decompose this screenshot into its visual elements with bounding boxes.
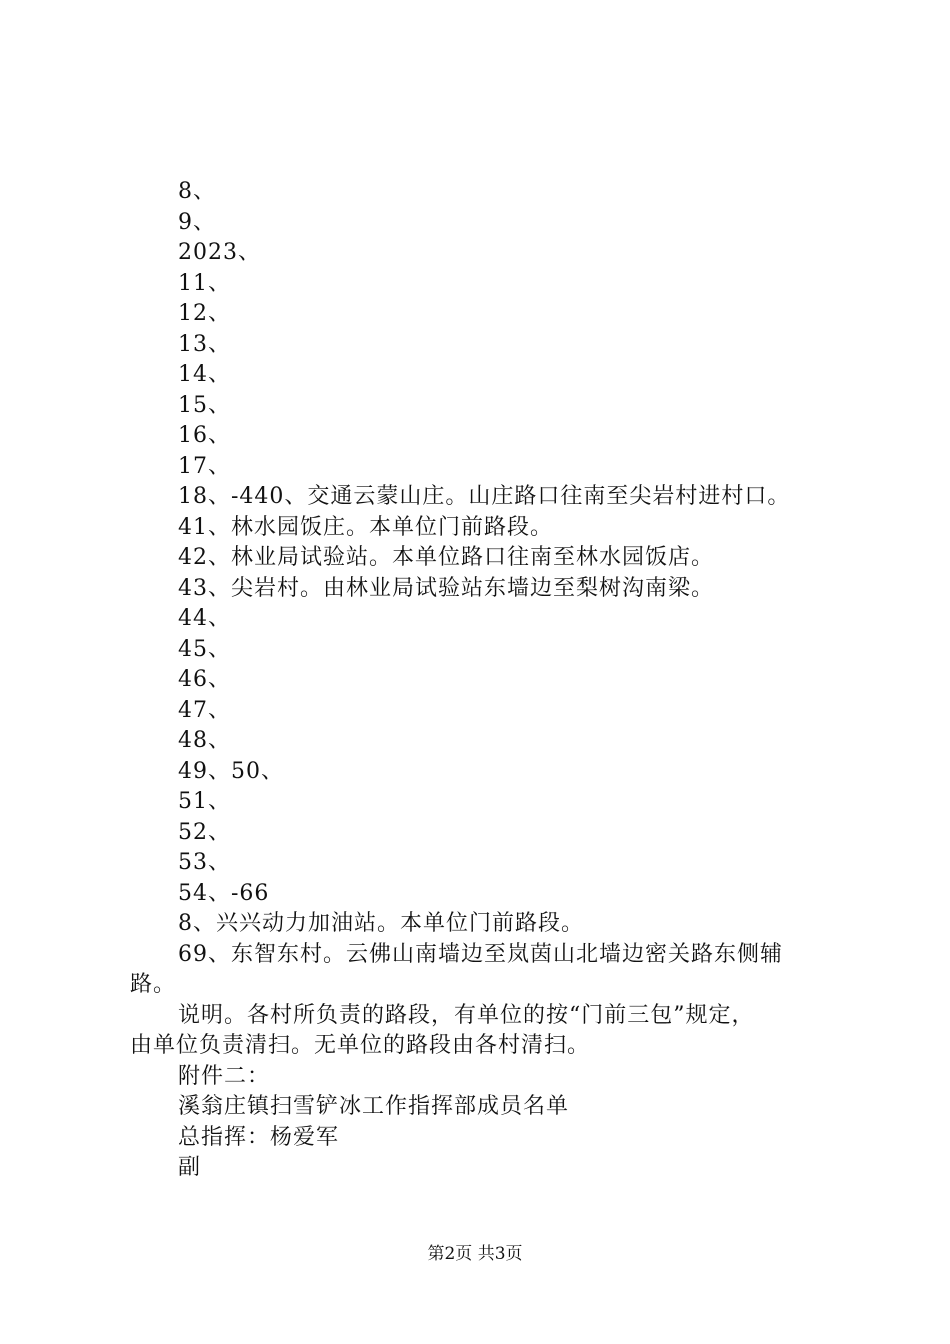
- document-line: 53、: [178, 850, 231, 875]
- document-line: 69、东智东村。云佛山南墙边至岚茵山北墙边密关路东侧辅: [178, 941, 783, 967]
- document-line: 11、: [178, 270, 231, 296]
- document-line: 12、: [178, 301, 231, 326]
- document-line: 41、林水园饭庄。本单位门前路段。: [178, 514, 553, 540]
- document-line: 46、: [178, 667, 231, 692]
- document-line: 说明。各村所负责的路段，有单位的按“门前三包”规定，: [178, 1002, 755, 1028]
- document-line: 17、: [178, 453, 231, 479]
- document-line: 副: [178, 1155, 202, 1180]
- document-line: 8、: [178, 179, 216, 204]
- document-line: 44、: [178, 606, 231, 631]
- document-line: 16、: [178, 423, 231, 448]
- document-line: 路。: [130, 972, 177, 997]
- document-line: 2023、: [178, 240, 261, 265]
- document-line: 8、兴兴动力加油站。本单位门前路段。: [178, 911, 584, 936]
- document-line: 由单位负责清扫。无单位的路段由各村清扫。: [130, 1033, 591, 1058]
- document-line: 52、: [178, 819, 231, 845]
- document-line: 49、50、: [178, 758, 284, 784]
- document-body: [130, 177, 840, 1184]
- document-line: 45、: [178, 636, 231, 662]
- page-footer: 第2页 共3页: [427, 1244, 523, 1264]
- document-line: 48、: [178, 728, 231, 753]
- document-line: 9、: [178, 209, 216, 235]
- document-line: 43、尖岩村。由林业局试验站东墙边至梨树沟南梁。: [178, 575, 714, 601]
- document-line: 47、: [178, 697, 231, 723]
- document-line: 14、: [178, 362, 231, 387]
- document-line: 13、: [178, 331, 231, 357]
- document-line: 附件二：: [178, 1063, 271, 1089]
- document-line: 54、-66: [178, 880, 270, 906]
- document-line: 42、林业局试验站。本单位路口往南至林水园饭店。: [178, 545, 714, 570]
- document-line: 18、-440、交通云蒙山庄。山庄路口往南至尖岩村进村口。: [178, 484, 791, 509]
- document-line: 15、: [178, 392, 231, 418]
- document-line: 总指挥：杨爱军: [178, 1124, 340, 1150]
- document-line: 溪翁庄镇扫雪铲冰工作指挥部成员名单: [178, 1094, 570, 1119]
- document-line: 51、: [178, 789, 231, 814]
